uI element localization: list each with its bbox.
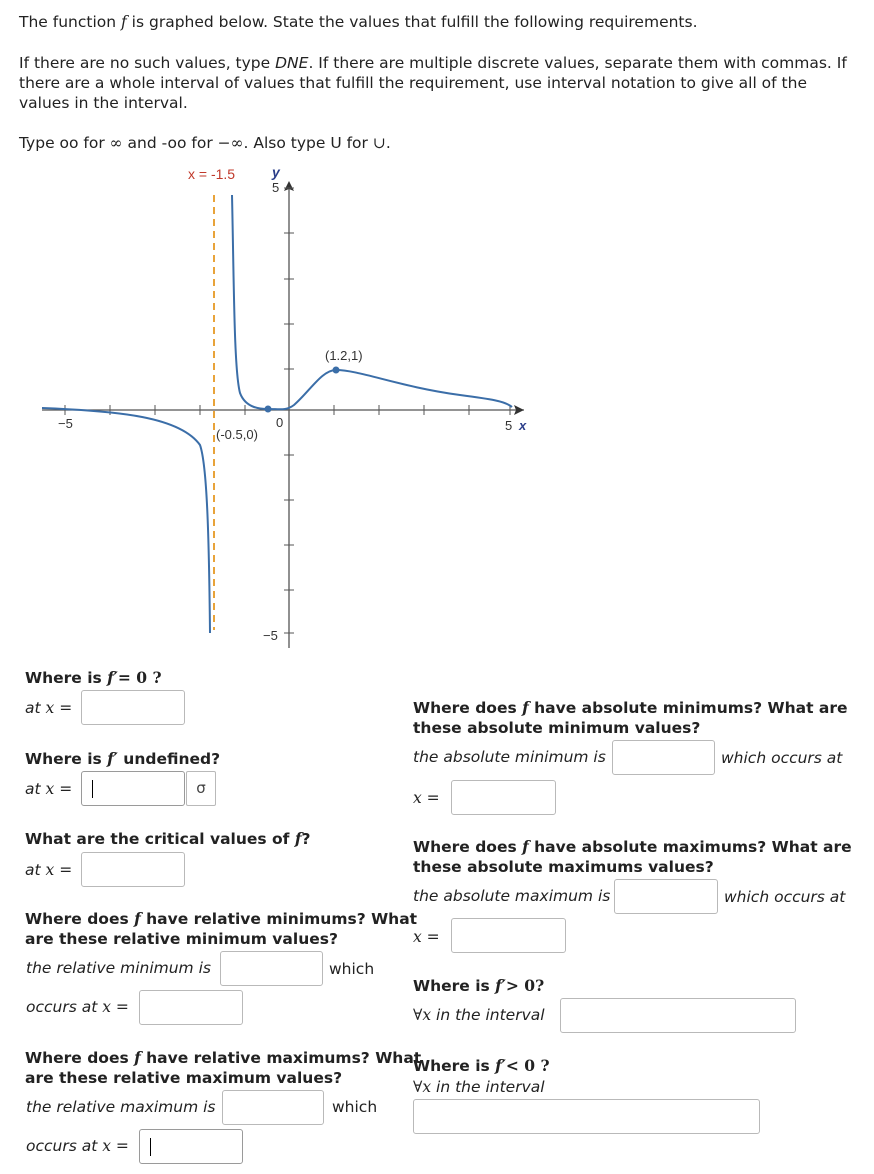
instructions-line-1: The function f is graphed below. State the values that fulfill the following requirements. [19, 13, 698, 31]
relative-max-value-input[interactable] [222, 1090, 324, 1125]
absolute-max-x-label: x = [413, 928, 440, 946]
point-max-label: (1.2,1) [325, 348, 363, 363]
fprime-zero-input[interactable] [81, 690, 185, 725]
absolute-max-question-line-2: these absolute maximums values? [413, 858, 714, 876]
symbol-palette-icon[interactable]: σ [186, 771, 216, 806]
fprime-undefined-question: Where is f′ undefined? [25, 749, 221, 768]
fprime-negative-label: ∀x in the interval [413, 1078, 545, 1096]
relative-min-value-input[interactable] [220, 951, 323, 986]
relative-min-question-line-2: are these relative minimum values? [25, 930, 338, 948]
absolute-min-label: the absolute minimum is [413, 748, 606, 766]
x-axis-label: x [519, 418, 527, 433]
absolute-min-occurs-label: which occurs at [721, 749, 843, 767]
fprime-undefined-input[interactable] [81, 771, 185, 806]
fprime-positive-question: Where is f′> 0? [413, 976, 545, 995]
fprime-positive-input[interactable] [560, 998, 796, 1033]
tick-label-right: 5 [505, 418, 513, 433]
relative-min-occurs-label: occurs at x = [26, 998, 129, 1016]
absolute-min-location-input[interactable] [451, 780, 556, 815]
function-graph [0, 155, 600, 660]
asymptote-label: x = -1.5 [188, 166, 236, 182]
absolute-min-question-line-1: Where does f have absolute minimums? What are [413, 698, 848, 717]
absolute-min-x-label: x = [413, 789, 440, 807]
absolute-max-occurs-label: which occurs at [724, 888, 846, 906]
fprime-zero-question: Where is f′= 0 ? [25, 668, 162, 687]
instructions-line-5: Type oo for ∞ and -oo for −∞. Also type U for ∪. [19, 134, 391, 152]
fprime-negative-question: Where is f′< 0 ? [413, 1056, 550, 1075]
instructions-line-4: values in the interval. [19, 94, 188, 112]
point-relative-min [265, 406, 272, 413]
relative-max-question-line-1: Where does f have relative maximums? What [25, 1048, 422, 1067]
text-caret [150, 1138, 151, 1156]
critical-values-question: What are the critical values of f? [25, 829, 311, 848]
critical-values-input[interactable] [81, 852, 185, 887]
absolute-max-label: the absolute maximum is [413, 887, 611, 905]
relative-max-question-line-2: are these relative maximum values? [25, 1069, 343, 1087]
relative-max-location-input[interactable] [139, 1129, 243, 1164]
relative-min-location-input[interactable] [139, 990, 243, 1025]
relative-min-question-line-1: Where does f have relative minimums? What [25, 909, 418, 928]
curve-left-branch [42, 408, 210, 633]
fprime-positive-label: ∀x in the interval [413, 1006, 545, 1024]
relative-min-label: the relative minimum is [26, 959, 211, 977]
instructions-line-2: If there are no such values, type DNE. If there are multiple discrete values, separate them with commas. If [19, 54, 847, 72]
y-axis-label: y [272, 164, 280, 180]
absolute-min-value-input[interactable] [612, 740, 715, 775]
tick-label-top: 5 [272, 180, 280, 195]
relative-max-label: the relative maximum is [26, 1098, 216, 1116]
tick-label-left: −5 [58, 416, 73, 431]
absolute-max-value-input[interactable] [614, 879, 718, 914]
tick-label-bottom: −5 [263, 628, 278, 643]
instructions-line-3: there are a whole interval of values that fulfill the requirement, use interval notation to give all of the [19, 74, 807, 92]
fprime-negative-input[interactable] [413, 1099, 760, 1134]
origin-label: 0 [276, 415, 284, 430]
text-caret [92, 780, 93, 798]
point-min-label: (-0.5,0) [216, 427, 258, 442]
absolute-min-question-line-2: these absolute minimum values? [413, 719, 701, 737]
critical-values-label: at x = [25, 861, 73, 879]
curve-right-branch [232, 195, 512, 409]
fprime-zero-label: at x = [25, 699, 73, 717]
relative-max-occurs-label: occurs at x = [26, 1137, 129, 1155]
absolute-max-location-input[interactable] [451, 918, 566, 953]
absolute-max-question-line-1: Where does f have absolute maximums? What are [413, 837, 852, 856]
relative-max-which: which [332, 1098, 378, 1116]
point-relative-max [333, 367, 340, 374]
relative-min-which: which [329, 960, 375, 978]
fprime-undefined-label: at x = [25, 780, 73, 798]
